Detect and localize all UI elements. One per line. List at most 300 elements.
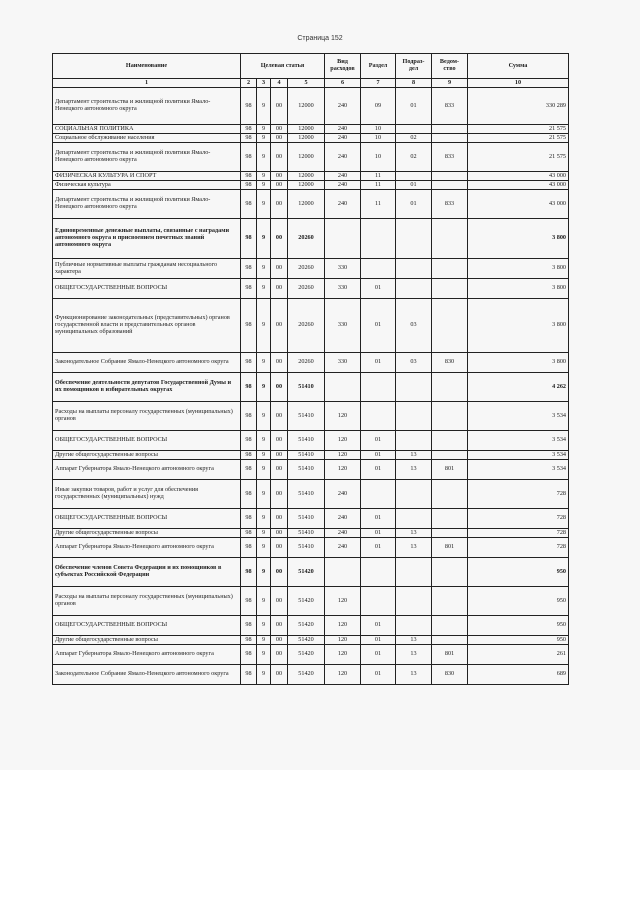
target-code-part: 9	[257, 125, 271, 134]
target-code-part: 00	[271, 431, 288, 451]
target-code-part: 12000	[288, 134, 325, 143]
section-cell: 10	[361, 143, 396, 172]
amount-cell: 4 262	[468, 373, 569, 402]
row-name: Аппарат Губернатора Ямало-Ненецкого автономного округа	[53, 460, 241, 480]
amount-cell: 43 000	[468, 190, 569, 219]
table-row	[53, 259, 569, 279]
expense-type-cell: 120	[325, 636, 361, 645]
target-code-part: 9	[257, 134, 271, 143]
amount-cell: 3 800	[468, 279, 569, 299]
target-code-part: 00	[271, 616, 288, 636]
target-code-part: 51420	[288, 587, 325, 616]
target-code-part: 00	[271, 509, 288, 529]
subsection-cell	[396, 431, 432, 451]
department-cell	[432, 431, 468, 451]
section-cell: 01	[361, 509, 396, 529]
department-cell	[432, 558, 468, 587]
target-code-part: 51410	[288, 431, 325, 451]
header-expense-type: Вид расходов	[325, 54, 361, 79]
target-code-part: 9	[257, 299, 271, 353]
department-cell: 833	[432, 143, 468, 172]
subsection-cell: 13	[396, 529, 432, 538]
subsection-cell	[396, 480, 432, 509]
target-code-part: 00	[271, 529, 288, 538]
amount-cell: 950	[468, 587, 569, 616]
target-code-part: 98	[241, 587, 257, 616]
expense-type-cell: 240	[325, 529, 361, 538]
row-name: Расходы на выплаты персоналу государственных (муниципальных) органов	[53, 587, 241, 616]
subsection-cell	[396, 509, 432, 529]
target-code-part: 9	[257, 181, 271, 190]
section-cell: 01	[361, 279, 396, 299]
row-name: СОЦИАЛЬНАЯ ПОЛИТИКА	[53, 125, 241, 134]
section-cell: 10	[361, 125, 396, 134]
row-name: ОБЩЕГОСУДАРСТВЕННЫЕ ВОПРОСЫ	[53, 616, 241, 636]
target-code-part: 9	[257, 172, 271, 181]
amount-cell: 3 534	[468, 431, 569, 451]
target-code-part: 20260	[288, 259, 325, 279]
expense-type-cell: 120	[325, 645, 361, 665]
expense-type-cell: 120	[325, 587, 361, 616]
department-cell	[432, 402, 468, 431]
table-row	[53, 645, 569, 665]
target-code-part: 9	[257, 190, 271, 219]
target-code-part: 98	[241, 125, 257, 134]
target-code-part: 9	[257, 558, 271, 587]
row-name: Аппарат Губернатора Ямало-Ненецкого автономного округа	[53, 645, 241, 665]
target-code-part: 00	[271, 219, 288, 259]
target-code-part: 9	[257, 279, 271, 299]
row-name: Департамент строительства и жилищной политики Ямало-Ненецкого автономного округа	[53, 143, 241, 172]
target-code-part: 98	[241, 451, 257, 460]
target-code-part: 00	[271, 402, 288, 431]
target-code-part: 9	[257, 587, 271, 616]
section-cell: 01	[361, 299, 396, 353]
target-code-part: 9	[257, 219, 271, 259]
table-row	[53, 373, 569, 402]
target-code-part: 00	[271, 88, 288, 125]
target-code-part: 00	[271, 125, 288, 134]
target-code-part: 51420	[288, 616, 325, 636]
header-department: Ведом-ство	[432, 54, 468, 79]
department-cell	[432, 509, 468, 529]
target-code-part: 51420	[288, 558, 325, 587]
column-number: 1	[53, 79, 241, 88]
table-row	[53, 402, 569, 431]
amount-cell: 728	[468, 509, 569, 529]
amount-cell: 950	[468, 558, 569, 587]
target-code-part: 9	[257, 636, 271, 645]
table-header-row	[53, 54, 569, 79]
target-code-part: 51420	[288, 636, 325, 645]
table-row	[53, 451, 569, 460]
amount-cell: 21 575	[468, 143, 569, 172]
target-code-part: 20260	[288, 299, 325, 353]
row-name: Функционирование законодательных (представительных) органов государственной власти и представительных органов муниципальных образований	[53, 299, 241, 353]
target-code-part: 9	[257, 143, 271, 172]
target-code-part: 51410	[288, 538, 325, 558]
expense-type-cell: 330	[325, 299, 361, 353]
table-row	[53, 143, 569, 172]
row-name: ОБЩЕГОСУДАРСТВЕННЫЕ ВОПРОСЫ	[53, 279, 241, 299]
amount-cell: 21 575	[468, 134, 569, 143]
subsection-cell: 13	[396, 538, 432, 558]
target-code-part: 00	[271, 665, 288, 685]
subsection-cell: 01	[396, 181, 432, 190]
target-code-part: 98	[241, 172, 257, 181]
department-cell	[432, 181, 468, 190]
header-section: Раздел	[361, 54, 396, 79]
expense-type-cell: 330	[325, 353, 361, 373]
section-cell: 09	[361, 88, 396, 125]
target-code-part: 00	[271, 538, 288, 558]
target-code-part: 9	[257, 259, 271, 279]
row-name: Обеспечение деятельности депутатов Государственной Думы и их помощников в избирательных округах	[53, 373, 241, 402]
target-code-part: 20260	[288, 279, 325, 299]
department-cell	[432, 587, 468, 616]
expense-type-cell: 240	[325, 509, 361, 529]
expense-type-cell: 240	[325, 480, 361, 509]
subsection-cell: 02	[396, 143, 432, 172]
table-row	[53, 88, 569, 125]
target-code-part: 9	[257, 460, 271, 480]
amount-cell: 689	[468, 665, 569, 685]
expense-type-cell: 240	[325, 125, 361, 134]
amount-cell: 330 289	[468, 88, 569, 125]
row-name: Другие общегосударственные вопросы	[53, 451, 241, 460]
section-cell: 01	[361, 665, 396, 685]
table-row	[53, 538, 569, 558]
row-name: Социальное обслуживание населения	[53, 134, 241, 143]
subsection-cell: 01	[396, 190, 432, 219]
target-code-part: 98	[241, 373, 257, 402]
expense-type-cell: 240	[325, 88, 361, 125]
target-code-part: 51410	[288, 509, 325, 529]
budget-table	[52, 53, 569, 685]
amount-cell: 3 800	[468, 299, 569, 353]
target-code-part: 51410	[288, 460, 325, 480]
department-cell: 801	[432, 538, 468, 558]
department-cell	[432, 299, 468, 353]
target-code-part: 51410	[288, 480, 325, 509]
target-code-part: 9	[257, 538, 271, 558]
amount-cell: 3 534	[468, 451, 569, 460]
row-name: Департамент строительства и жилищной политики Ямало-Ненецкого автономного округа	[53, 88, 241, 125]
section-cell	[361, 402, 396, 431]
subsection-cell: 13	[396, 665, 432, 685]
department-cell: 830	[432, 665, 468, 685]
target-code-part: 9	[257, 431, 271, 451]
section-cell: 01	[361, 451, 396, 460]
target-code-part: 98	[241, 665, 257, 685]
target-code-part: 98	[241, 558, 257, 587]
section-cell: 01	[361, 616, 396, 636]
target-code-part: 20260	[288, 353, 325, 373]
subsection-cell: 01	[396, 88, 432, 125]
header-subsection: Подраз-дел	[396, 54, 432, 79]
amount-cell: 21 575	[468, 125, 569, 134]
section-cell	[361, 219, 396, 259]
amount-cell: 950	[468, 636, 569, 645]
subsection-cell	[396, 172, 432, 181]
table-row	[53, 616, 569, 636]
table-row	[53, 279, 569, 299]
subsection-cell: 13	[396, 636, 432, 645]
subsection-cell	[396, 125, 432, 134]
table-row	[53, 219, 569, 259]
expense-type-cell	[325, 558, 361, 587]
column-number: 10	[468, 79, 569, 88]
target-code-part: 51420	[288, 665, 325, 685]
column-number: 5	[288, 79, 325, 88]
amount-cell: 261	[468, 645, 569, 665]
target-code-part: 98	[241, 143, 257, 172]
expense-type-cell: 240	[325, 134, 361, 143]
target-code-part: 00	[271, 181, 288, 190]
column-number: 9	[432, 79, 468, 88]
row-name: Единовременные денежные выплаты, связанные с наградами автономного округа и присвоением почетных званий автономного округа	[53, 219, 241, 259]
section-cell: 01	[361, 460, 396, 480]
table-row	[53, 460, 569, 480]
target-code-part: 00	[271, 299, 288, 353]
target-code-part: 51410	[288, 402, 325, 431]
expense-type-cell: 330	[325, 259, 361, 279]
amount-cell: 43 000	[468, 181, 569, 190]
subsection-cell: 03	[396, 299, 432, 353]
department-cell	[432, 259, 468, 279]
subsection-cell: 02	[396, 134, 432, 143]
table-row	[53, 125, 569, 134]
subsection-cell	[396, 587, 432, 616]
column-number-row	[53, 79, 569, 88]
target-code-part: 20260	[288, 219, 325, 259]
target-code-part: 9	[257, 529, 271, 538]
expense-type-cell: 240	[325, 190, 361, 219]
target-code-part: 98	[241, 134, 257, 143]
table-row	[53, 431, 569, 451]
target-code-part: 00	[271, 143, 288, 172]
table-row	[53, 509, 569, 529]
target-code-part: 9	[257, 353, 271, 373]
amount-cell: 3 800	[468, 219, 569, 259]
target-code-part: 00	[271, 172, 288, 181]
amount-cell: 3 800	[468, 259, 569, 279]
table-row	[53, 190, 569, 219]
column-number: 4	[271, 79, 288, 88]
subsection-cell: 03	[396, 353, 432, 373]
department-cell: 801	[432, 460, 468, 480]
row-name: Законодательное Собрание Ямало-Ненецкого автономного округа	[53, 353, 241, 373]
expense-type-cell: 120	[325, 665, 361, 685]
row-name: Обеспечение членов Совета Федерации и их помощников в субъектах Российской Федерации	[53, 558, 241, 587]
section-cell: 11	[361, 172, 396, 181]
department-cell	[432, 279, 468, 299]
target-code-part: 98	[241, 219, 257, 259]
target-code-part: 9	[257, 665, 271, 685]
department-cell: 833	[432, 88, 468, 125]
column-number: 8	[396, 79, 432, 88]
table-row	[53, 665, 569, 685]
target-code-part: 12000	[288, 172, 325, 181]
expense-type-cell: 240	[325, 172, 361, 181]
section-cell: 11	[361, 190, 396, 219]
target-code-part: 00	[271, 558, 288, 587]
target-code-part: 51420	[288, 645, 325, 665]
target-code-part: 12000	[288, 190, 325, 219]
target-code-part: 98	[241, 88, 257, 125]
subsection-cell	[396, 558, 432, 587]
amount-cell: 728	[468, 480, 569, 509]
target-code-part: 00	[271, 190, 288, 219]
subsection-cell: 13	[396, 460, 432, 480]
table-row	[53, 353, 569, 373]
target-code-part: 12000	[288, 181, 325, 190]
table-row	[53, 172, 569, 181]
expense-type-cell: 120	[325, 460, 361, 480]
table-row	[53, 299, 569, 353]
target-code-part: 9	[257, 509, 271, 529]
page-number: Страница 152	[297, 35, 343, 42]
table-row	[53, 558, 569, 587]
row-name: Департамент строительства и жилищной политики Ямало-Ненецкого автономного округа	[53, 190, 241, 219]
amount-cell: 950	[468, 616, 569, 636]
table-row	[53, 134, 569, 143]
target-code-part: 9	[257, 480, 271, 509]
row-name: Физическая культура	[53, 181, 241, 190]
amount-cell: 3 534	[468, 460, 569, 480]
subsection-cell: 13	[396, 645, 432, 665]
target-code-part: 12000	[288, 143, 325, 172]
target-code-part: 98	[241, 259, 257, 279]
target-code-part: 51410	[288, 529, 325, 538]
row-name: ОБЩЕГОСУДАРСТВЕННЫЕ ВОПРОСЫ	[53, 509, 241, 529]
row-name: Иные закупки товаров, работ и услуг для обеспечения государственных (муниципальных) нужд	[53, 480, 241, 509]
target-code-part: 00	[271, 279, 288, 299]
target-code-part: 9	[257, 373, 271, 402]
amount-cell: 3 800	[468, 353, 569, 373]
target-code-part: 98	[241, 279, 257, 299]
header-target: Целевая статья	[241, 54, 325, 79]
expense-type-cell: 120	[325, 616, 361, 636]
section-cell: 01	[361, 636, 396, 645]
header-name: Наименование	[53, 54, 241, 79]
target-code-part: 12000	[288, 88, 325, 125]
section-cell: 10	[361, 134, 396, 143]
target-code-part: 00	[271, 587, 288, 616]
section-cell: 11	[361, 181, 396, 190]
target-code-part: 98	[241, 509, 257, 529]
subsection-cell	[396, 402, 432, 431]
target-code-part: 00	[271, 636, 288, 645]
subsection-cell	[396, 616, 432, 636]
row-name: ОБЩЕГОСУДАРСТВЕННЫЕ ВОПРОСЫ	[53, 431, 241, 451]
department-cell	[432, 616, 468, 636]
row-name: ФИЗИЧЕСКАЯ КУЛЬТУРА И СПОРТ	[53, 172, 241, 181]
section-cell: 01	[361, 529, 396, 538]
section-cell: 01	[361, 353, 396, 373]
target-code-part: 12000	[288, 125, 325, 134]
target-code-part: 9	[257, 451, 271, 460]
expense-type-cell	[325, 219, 361, 259]
department-cell: 833	[432, 190, 468, 219]
department-cell	[432, 480, 468, 509]
subsection-cell	[396, 279, 432, 299]
row-name: Расходы на выплаты персоналу государственных (муниципальных) органов	[53, 402, 241, 431]
department-cell	[432, 172, 468, 181]
expense-type-cell: 240	[325, 143, 361, 172]
subsection-cell	[396, 219, 432, 259]
target-code-part: 00	[271, 353, 288, 373]
target-code-part: 00	[271, 480, 288, 509]
department-cell	[432, 373, 468, 402]
target-code-part: 00	[271, 259, 288, 279]
target-code-part: 9	[257, 645, 271, 665]
amount-cell: 3 534	[468, 402, 569, 431]
table-row	[53, 636, 569, 645]
department-cell	[432, 636, 468, 645]
table-row	[53, 181, 569, 190]
target-code-part: 9	[257, 402, 271, 431]
target-code-part: 98	[241, 299, 257, 353]
department-cell: 830	[432, 353, 468, 373]
target-code-part: 98	[241, 402, 257, 431]
section-cell	[361, 558, 396, 587]
expense-type-cell: 120	[325, 402, 361, 431]
section-cell: 01	[361, 538, 396, 558]
expense-type-cell: 330	[325, 279, 361, 299]
target-code-part: 9	[257, 88, 271, 125]
department-cell	[432, 529, 468, 538]
target-code-part: 00	[271, 134, 288, 143]
department-cell	[432, 451, 468, 460]
row-name: Законодательное Собрание Ямало-Ненецкого автономного округа	[53, 665, 241, 685]
target-code-part: 98	[241, 353, 257, 373]
target-code-part: 9	[257, 616, 271, 636]
target-code-part: 98	[241, 645, 257, 665]
target-code-part: 00	[271, 645, 288, 665]
section-cell	[361, 587, 396, 616]
table-row	[53, 587, 569, 616]
target-code-part: 98	[241, 538, 257, 558]
department-cell: 801	[432, 645, 468, 665]
expense-type-cell: 120	[325, 431, 361, 451]
department-cell	[432, 134, 468, 143]
subsection-cell	[396, 373, 432, 402]
section-cell	[361, 480, 396, 509]
subsection-cell	[396, 259, 432, 279]
target-code-part: 98	[241, 529, 257, 538]
table-row	[53, 480, 569, 509]
section-cell: 01	[361, 431, 396, 451]
column-number: 7	[361, 79, 396, 88]
header-amount: Сумма	[468, 54, 569, 79]
target-code-part: 00	[271, 373, 288, 402]
department-cell	[432, 125, 468, 134]
column-number: 3	[257, 79, 271, 88]
target-code-part: 98	[241, 431, 257, 451]
department-cell	[432, 219, 468, 259]
section-cell	[361, 259, 396, 279]
row-name: Другие общегосударственные вопросы	[53, 529, 241, 538]
row-name: Другие общегосударственные вопросы	[53, 636, 241, 645]
table-row	[53, 529, 569, 538]
target-code-part: 98	[241, 181, 257, 190]
target-code-part: 00	[271, 460, 288, 480]
target-code-part: 51410	[288, 373, 325, 402]
amount-cell: 43 000	[468, 172, 569, 181]
target-code-part: 98	[241, 636, 257, 645]
amount-cell: 728	[468, 538, 569, 558]
